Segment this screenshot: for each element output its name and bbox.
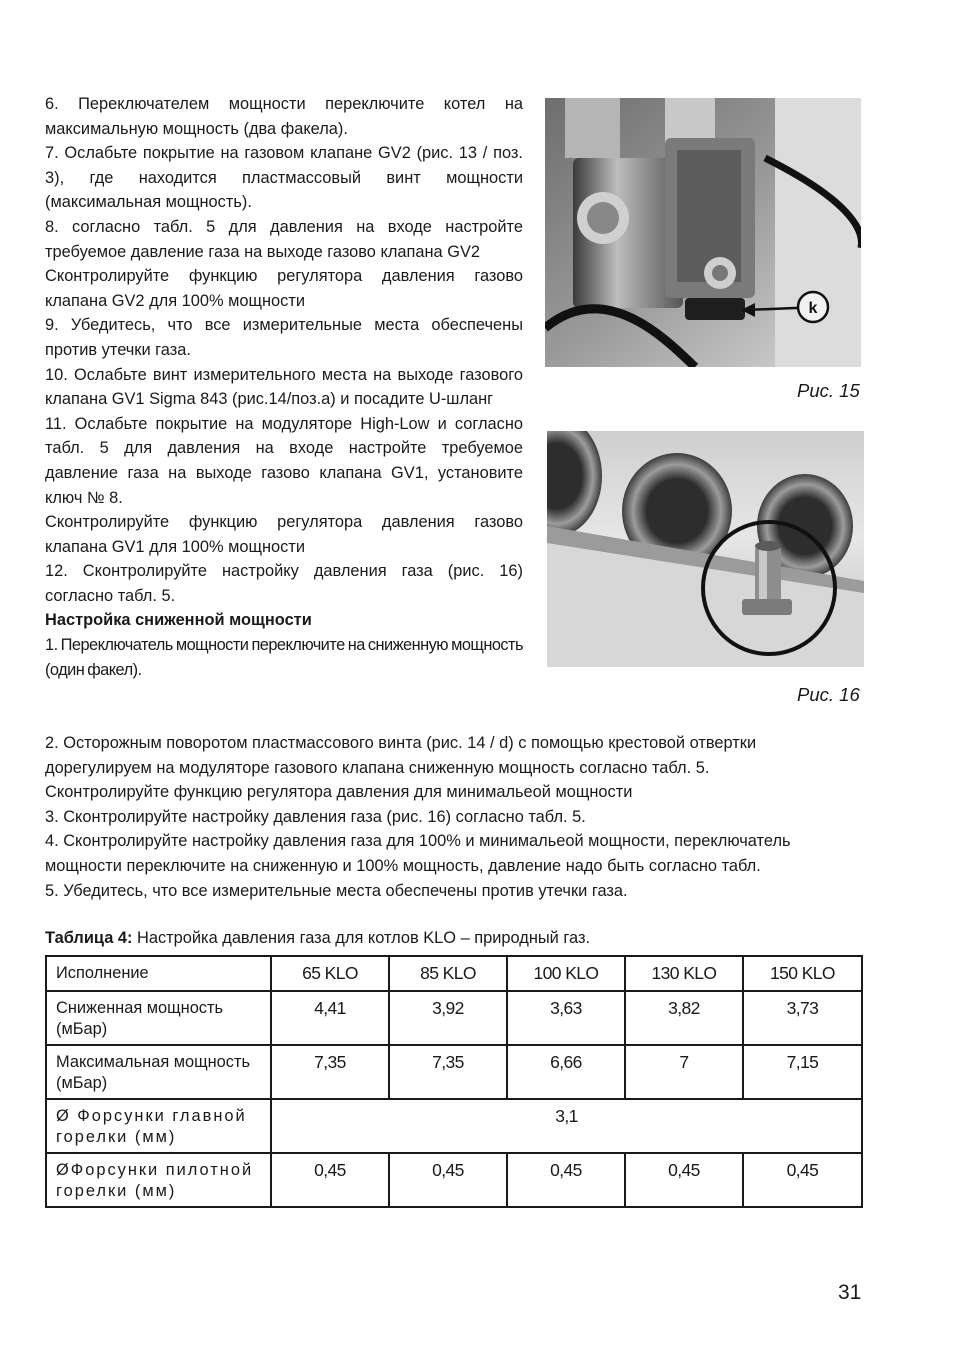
figure-16-caption: Рис. 16 xyxy=(797,684,860,705)
table-caption-text: Настройка давления газа для котлов KLO – природный газ. xyxy=(132,929,591,947)
table-cell: 3,82 xyxy=(625,991,743,1045)
table-cell: 0,45 xyxy=(389,1153,507,1207)
header-col: 150 KLO xyxy=(743,956,862,991)
reduced-step-3: 3. Сконтролируйте настройку давления газа (рис. 16) согласно табл. 5. xyxy=(45,807,586,826)
table-cell: 6,66 xyxy=(507,1045,625,1099)
table-row xyxy=(46,1099,862,1153)
table-cell: 4,41 xyxy=(271,991,389,1045)
page-number: 31 xyxy=(838,1281,862,1304)
header-col: 130 KLO xyxy=(625,956,743,991)
table-cell: 7,35 xyxy=(389,1045,507,1099)
figure-16-photo xyxy=(547,431,864,667)
full-width-text xyxy=(45,731,867,903)
marker-k-label: k xyxy=(808,300,818,317)
step-8-check: Сконтролируйте функцию регулятора давления газово клапана GV2 для 100% мощности xyxy=(45,267,523,310)
step-11: 11. Ослабьте покрытие на модуляторе High-Low и согласно табл. 5 для давления на входе настройте требуемое давление газа на выходе газово клапана GV1, установите ключ № 8. xyxy=(45,414,523,507)
table-cell: 3,63 xyxy=(507,991,625,1045)
figure-15-caption: Рис. 15 xyxy=(797,380,860,401)
table-cell: 7,35 xyxy=(271,1045,389,1099)
header-col: 100 KLO xyxy=(507,956,625,991)
row-label: ØФорсунки пилотной горелки (мм) xyxy=(46,1153,271,1207)
reduced-step-2-check: Сконтролируйте функцию регулятора давления для минимальеой мощности xyxy=(45,783,633,802)
step-12: 12. Сконтролируйте настройку давления газа (рис. 16) согласно табл. 5. xyxy=(45,562,523,605)
figure-15-photo xyxy=(545,98,861,367)
table-cell: 3,73 xyxy=(743,991,862,1045)
table-cell: 7 xyxy=(625,1045,743,1099)
table-cell: 0,45 xyxy=(507,1153,625,1207)
row-label: Ø Форсунки главной горелки (мм) xyxy=(46,1099,271,1153)
header-col: 85 KLO xyxy=(389,956,507,991)
table-row xyxy=(46,1045,862,1099)
table-cell: 0,45 xyxy=(625,1153,743,1207)
row-label: Сниженная мощность (мБар) xyxy=(46,991,271,1045)
table-cell: 7,15 xyxy=(743,1045,862,1099)
table-row xyxy=(46,991,862,1045)
row-label: Максимальная мощность (мБар) xyxy=(46,1045,271,1099)
table-header-row xyxy=(46,956,862,991)
step-6: 6. Переключателем мощности переключите котел на максимальную мощность (два факела). xyxy=(45,95,523,138)
header-col: 65 KLO xyxy=(271,956,389,991)
gas-pressure-table xyxy=(45,955,863,1208)
table-row xyxy=(46,1153,862,1207)
table-cell: 0,45 xyxy=(271,1153,389,1207)
table-cell: 0,45 xyxy=(743,1153,862,1207)
table-cell-merged: 3,1 xyxy=(271,1099,862,1153)
reduced-power-heading: Настройка сниженной мощности xyxy=(45,611,312,630)
step-11-check: Сконтролируйте функцию регулятора давления газово клапана GV1 для 100% мощности xyxy=(45,513,523,556)
left-column-text xyxy=(45,92,523,682)
gas-valve-illustration xyxy=(545,98,861,367)
step-8: 8. согласно табл. 5 для давления на входе настройте требуемое давление газа на выходе газово клапана GV2 xyxy=(45,217,523,261)
reduced-step-2: 2. Осторожным поворотом пластмассового винта (рис. 14 / d) с помощью крестовой отвертки дорегулируем на модуляторе газового клапана сниженную мощность согласно табл. 5. xyxy=(45,734,757,777)
table-caption-label: Таблица 4: xyxy=(45,929,133,947)
table-cell: 3,92 xyxy=(389,991,507,1045)
step-7: 7. Ослабьте покрытие на газовом клапане GV2 (рис. 13 / поз. 3), где находится пластмассовый винт мощности (максимальная мощность). xyxy=(45,144,523,212)
step-9: 9. Убедитесь, что все измерительные места обеспечены против утечки газа. xyxy=(45,316,523,359)
header-label: Исполнение xyxy=(46,956,271,991)
reduced-step-5: 5. Убедитесь, что все измерительные места обеспечены против утечки газа. xyxy=(45,881,628,900)
table-caption xyxy=(45,929,590,948)
reduced-step-1: 1. Переключатель мощности переключите на сниженную мощность (один факел). xyxy=(45,636,523,679)
step-10: 10. Ослабьте винт измерительного места на выходе газового клапана GV1 Sigma 843 (рис.14/поз.а) и посадите U-шланг xyxy=(45,365,523,409)
reduced-step-4: 4. Сконтролируйте настройку давления газа для 100% и минимальеой мощности, переключатель мощности переключите на сниженную и 100% мощность, давление надо быть согласно табл. xyxy=(45,832,791,875)
burner-nozzle-illustration xyxy=(547,431,864,667)
